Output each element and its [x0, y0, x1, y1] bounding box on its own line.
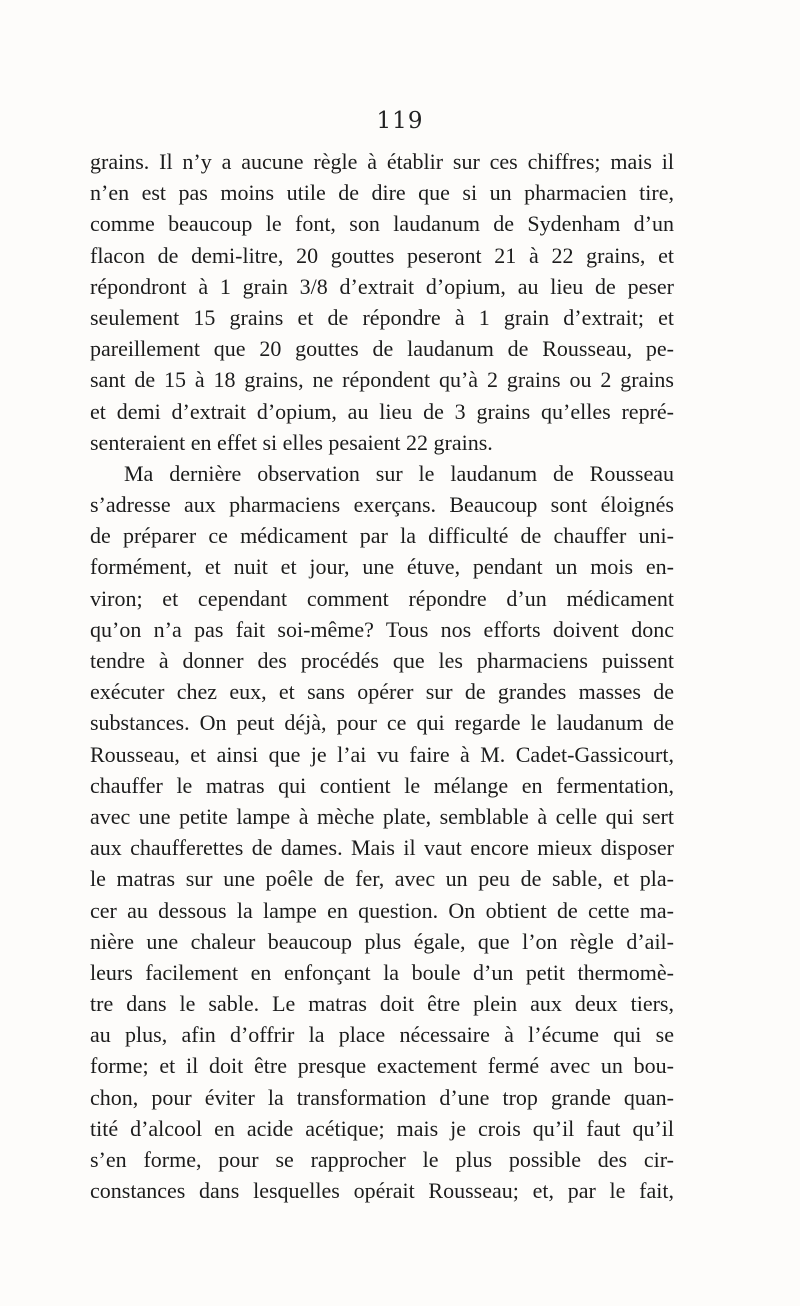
text-line: cer au dessous la lampe en question. On obtient de cette ma-	[90, 897, 674, 923]
text-line: leurs facilement en enfonçant la boule d’un petit thermomè-	[90, 959, 674, 985]
text-line: pareillement que 20 gouttes de laudanum de Rousseau, pe-	[90, 336, 674, 362]
page-number: 119	[376, 108, 424, 134]
text-line: flacon de demi-litre, 20 gouttes peseront 21 à 22 grains, et	[90, 242, 674, 268]
text-line: exécuter chez eux, et sans opérer sur de grandes masses de	[90, 679, 674, 705]
text-line: avec une petite lampe à mèche plate, semblable à celle qui sert	[90, 803, 674, 829]
text-line: qu’on n’a pas fait soi-même? Tous nos efforts doivent donc	[90, 616, 674, 642]
text-line: s’adresse aux pharmaciens exerçans. Beaucoup sont éloignés	[90, 492, 674, 518]
text-line: au plus, afin d’offrir la place nécessaire à l’écume qui se	[90, 1022, 674, 1048]
text-line: sant de 15 à 18 grains, ne répondent qu’à 2 grains ou 2 grains	[90, 367, 674, 393]
text-line: viron; et cependant comment répondre d’un médicament	[90, 585, 674, 611]
text-line: aux chaufferettes de dames. Mais il vaut encore mieux disposer	[90, 835, 674, 861]
text-line: répondront à 1 grain 3/8 d’extrait d’opium, au lieu de peser	[90, 273, 674, 299]
text-line: Rousseau, et ainsi que je l’ai vu faire à M. Cadet-Gassicourt,	[90, 741, 674, 767]
text-line: tité d’alcool en acide acétique; mais je crois qu’il faut qu’il	[90, 1115, 674, 1141]
text-line: grains. Il n’y a aucune règle à établir sur ces chiffres; mais il	[90, 149, 674, 174]
text-line: substances. On peut déjà, pour ce qui regarde le laudanum de	[90, 710, 674, 736]
text-line: formément, et nuit et jour, une étuve, pendant un mois en-	[90, 554, 674, 580]
paragraph-start-line: Ma dernière observation sur le laudanum de Rousseau	[124, 460, 674, 486]
text-line: tendre à donner des procédés que les pharmaciens puissent	[90, 648, 674, 673]
text-line: tre dans le sable. Le matras doit être plein aux deux tiers,	[90, 991, 674, 1017]
text-line: et demi d’extrait d’opium, au lieu de 3 grains qu’elles repré-	[90, 398, 674, 424]
text-line: seulement 15 grains et de répondre à 1 grain d’extrait; et	[90, 304, 674, 330]
text-line: s’en forme, pour se rapprocher le plus possible des cir-	[90, 1147, 674, 1172]
text-line: chauffer le matras qui contient le mélange en fermentation,	[90, 772, 674, 798]
text-line: de préparer ce médicament par la difficulté de chauffer uni-	[90, 523, 674, 549]
text-line: nière une chaleur beaucoup plus égale, que l’on règle d’ail-	[90, 928, 674, 954]
paragraph-end-line: senteraient en effet si elles pesaient 22 grains.	[90, 429, 493, 455]
text-line: comme beaucoup le font, son laudanum de Sydenham d’un	[90, 211, 674, 237]
text-line: le matras sur une poêle de fer, avec un peu de sable, et pla-	[90, 866, 674, 892]
body-text	[90, 146, 674, 1206]
text-line: n’en est pas moins utile de dire que si un pharmacien tire,	[90, 180, 674, 206]
text-line: chon, pour éviter la transformation d’une trop grande quan-	[90, 1084, 674, 1110]
text-line: forme; et il doit être presque exactement fermé avec un bou-	[90, 1053, 674, 1079]
text-line: constances dans lesquelles opérait Rousseau; et, par le fait,	[90, 1178, 674, 1204]
